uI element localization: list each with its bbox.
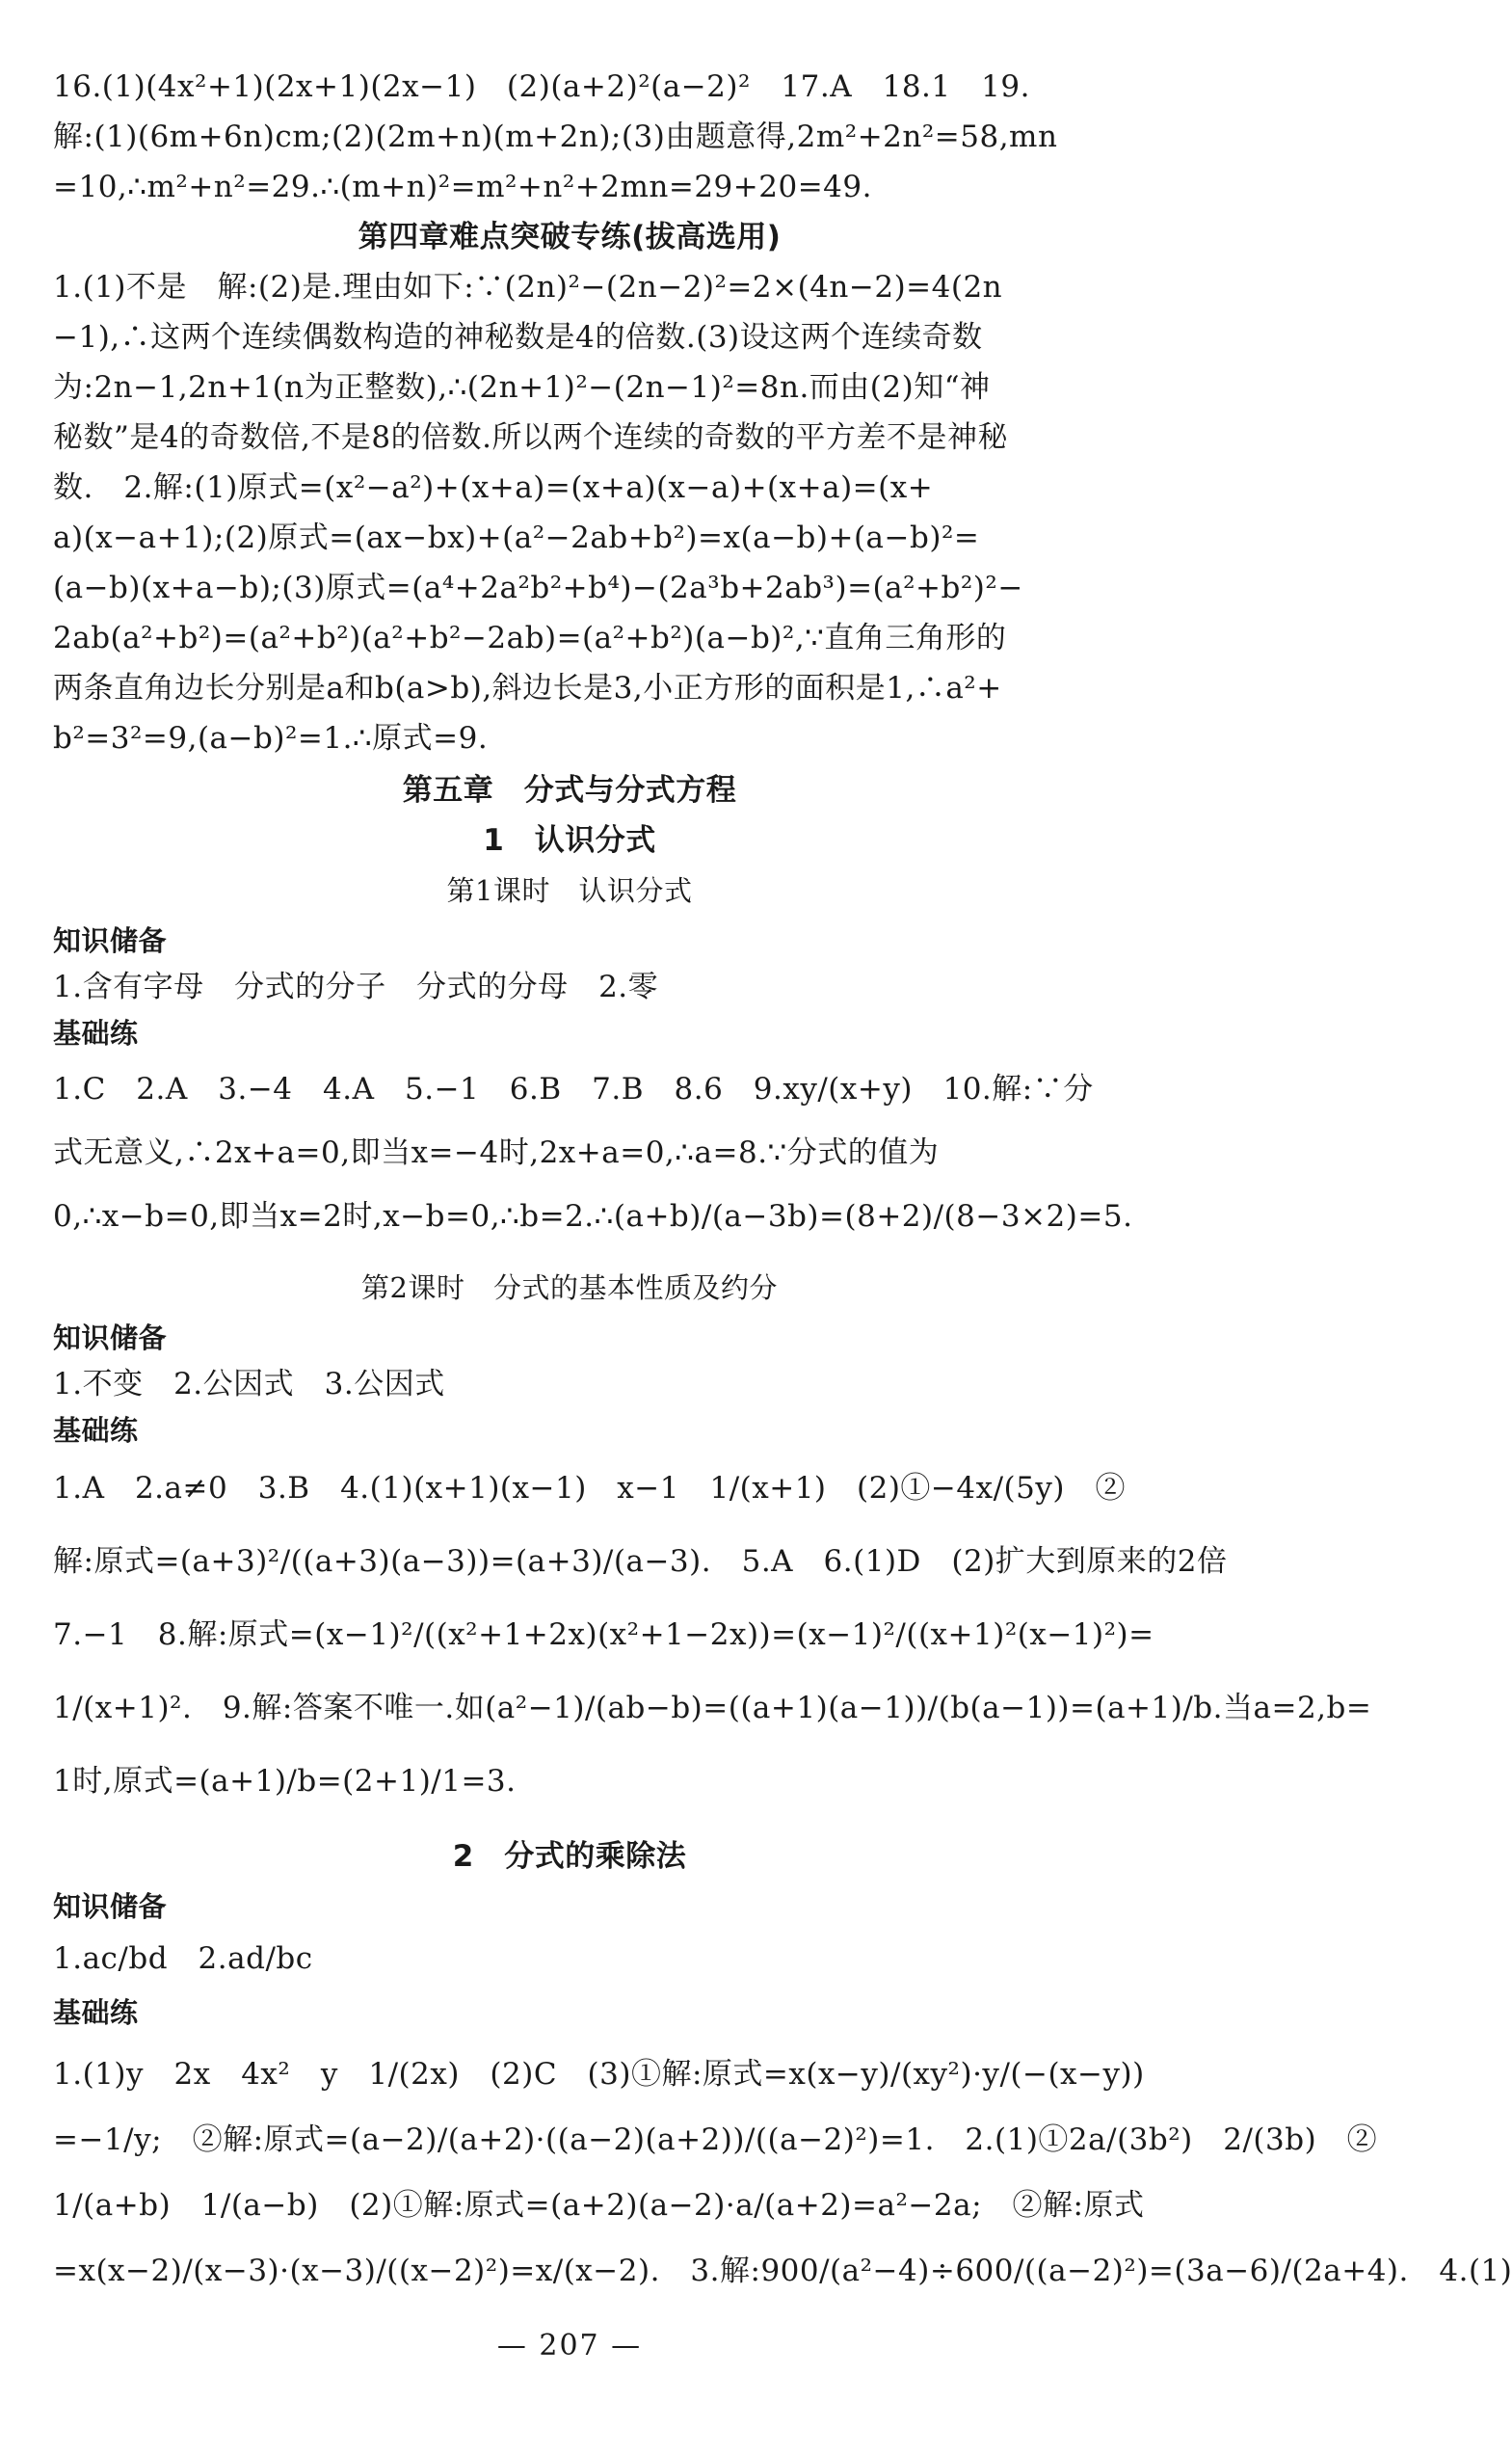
text-line: −1),∴这两个连续偶数构造的神秘数是4的倍数.(3)设这两个连续奇数 <box>53 320 983 355</box>
label-knowledge: 知识储备 <box>53 1890 168 1923</box>
text-line: 1.不变 2.公因式 3.公因式 <box>53 1367 445 1401</box>
text-line: 1.A 2.a≠0 3.B 4.(1)(x+1)(x−1) x−1 1/(x+1) (2)①−4x/(5y) ② <box>53 1471 1126 1506</box>
text-line: 1.含有字母 分式的分子 分式的分母 2.零 <box>53 970 659 1004</box>
label-practice: 基础练 <box>53 1996 139 2029</box>
text-line: 7.−1 8.解:原式=(x−1)²/((x²+1+2x)(x²+1−2x))=(x−1)²/((x+1)²(x−1)²)= <box>53 1617 1154 1652</box>
text-line: 1.(1)y 2x 4x² y 1/(2x) (2)C (3)①解:原式=x(x−y)/(xy²)·y/(−(x−y)) <box>53 2057 1145 2092</box>
section-heading: 第四章难点突破专练(拔高选用) <box>358 220 782 254</box>
text-line: 16.(1)(4x²+1)(2x+1)(2x−1) (2)(a+2)²(a−2)² 17.A 18.1 19. <box>53 69 1030 104</box>
text-line: (a−b)(x+a−b);(3)原式=(a⁴+2a²b²+b⁴)−(2a³b+2ab³)=(a²+b²)²− <box>53 571 1023 605</box>
text-line: 秘数”是4的奇数倍,不是8的倍数.所以两个连续的奇数的平方差不是神秘 <box>53 420 1008 455</box>
lesson-title: 第1课时 认识分式 <box>446 874 693 907</box>
text-line: 两条直角边长分别是a和b(a>b),斜边长是3,小正方形的面积是1,∴a²+ <box>53 671 1002 706</box>
lesson-title: 第2课时 分式的基本性质及约分 <box>361 1271 778 1304</box>
text-line: 1/(x+1)². 9.解:答案不唯一.如(a²−1)/(ab−b)=((a+1)(a−1))/(b(a−1))=(a+1)/b.当a=2,b= <box>53 1691 1372 1725</box>
text-line: 数. 2.解:(1)原式=(x²−a²)+(x+a)=(x+a)(x−a)+(x+a)=(x+ <box>53 470 934 505</box>
chapter-title: 第五章 分式与分式方程 <box>402 773 737 808</box>
text-line: 解:原式=(a+3)²/((a+3)(a−3))=(a+3)/(a−3). 5.A 6.(1)D (2)扩大到原来的2倍 <box>53 1544 1228 1579</box>
page-number: — 207 — <box>496 2329 643 2362</box>
label-practice: 基础练 <box>53 1017 139 1050</box>
label-practice: 基础练 <box>53 1414 139 1447</box>
text-line: 1时,原式=(a+1)/b=(2+1)/1=3. <box>53 1764 517 1799</box>
label-knowledge: 知识储备 <box>53 924 168 957</box>
section-title: 2 分式的乘除法 <box>452 1839 687 1874</box>
text-line: a)(x−a+1);(2)原式=(ax−bx)+(a²−2ab+b²)=x(a−b)+(a−b)²= <box>53 520 980 555</box>
text-line: 式无意义,∴2x+a=0,即当x=−4时,2x+a=0,∴a=8.∵分式的值为 <box>53 1135 940 1170</box>
text-line: 1.ac/bd 2.ad/bc <box>53 1941 313 1976</box>
text-line: =10,∴m²+n²=29.∴(m+n)²=m²+n²+2mn=29+20=49. <box>53 170 872 204</box>
text-line: 1/(a+b) 1/(a−b) (2)①解:原式=(a+2)(a−2)·a/(a+2)=a²−2a; ②解:原式 <box>53 2188 1145 2223</box>
text-line: =−1/y; ②解:原式=(a−2)/(a+2)·((a−2)(a+2))/((a−2)²)=1. 2.(1)①2a/(3b²) 2/(3b) ② <box>53 2122 1378 2157</box>
section-title: 1 认识分式 <box>483 823 656 858</box>
text-line: 2ab(a²+b²)=(a²+b²)(a²+b²−2ab)=(a²+b²)(a−b)²,∵直角三角形的 <box>53 621 1007 655</box>
text-line: 1.C 2.A 3.−4 4.A 5.−1 6.B 7.B 8.6 9.xy/(x+y) 10.解:∵分 <box>53 1072 1094 1107</box>
text-line: =x(x−2)/(x−3)·(x−3)/((x−2)²)=x/(x−2). 3.解:900/(a²−4)÷600/((a−2)²)=(3a−6)/(2a+4). 4.(1) <box>53 2254 1512 2288</box>
text-line: b²=3²=9,(a−b)²=1.∴原式=9. <box>53 721 489 756</box>
text-line: 解:(1)(6m+6n)cm;(2)(2m+n)(m+2n);(3)由题意得,2m²+2n²=58,mn <box>53 120 1058 154</box>
label-knowledge: 知识储备 <box>53 1321 168 1354</box>
text-line: 1.(1)不是 解:(2)是.理由如下:∵(2n)²−(2n−2)²=2×(4n−2)=4(2n <box>53 270 1003 305</box>
text-line: 0,∴x−b=0,即当x=2时,x−b=0,∴b=2.∴(a+b)/(a−3b)=(8+2)/(8−3×2)=5. <box>53 1199 1133 1234</box>
text-line: 为:2n−1,2n+1(n为正整数),∴(2n+1)²−(2n−1)²=8n.而由(2)知“神 <box>53 370 991 405</box>
